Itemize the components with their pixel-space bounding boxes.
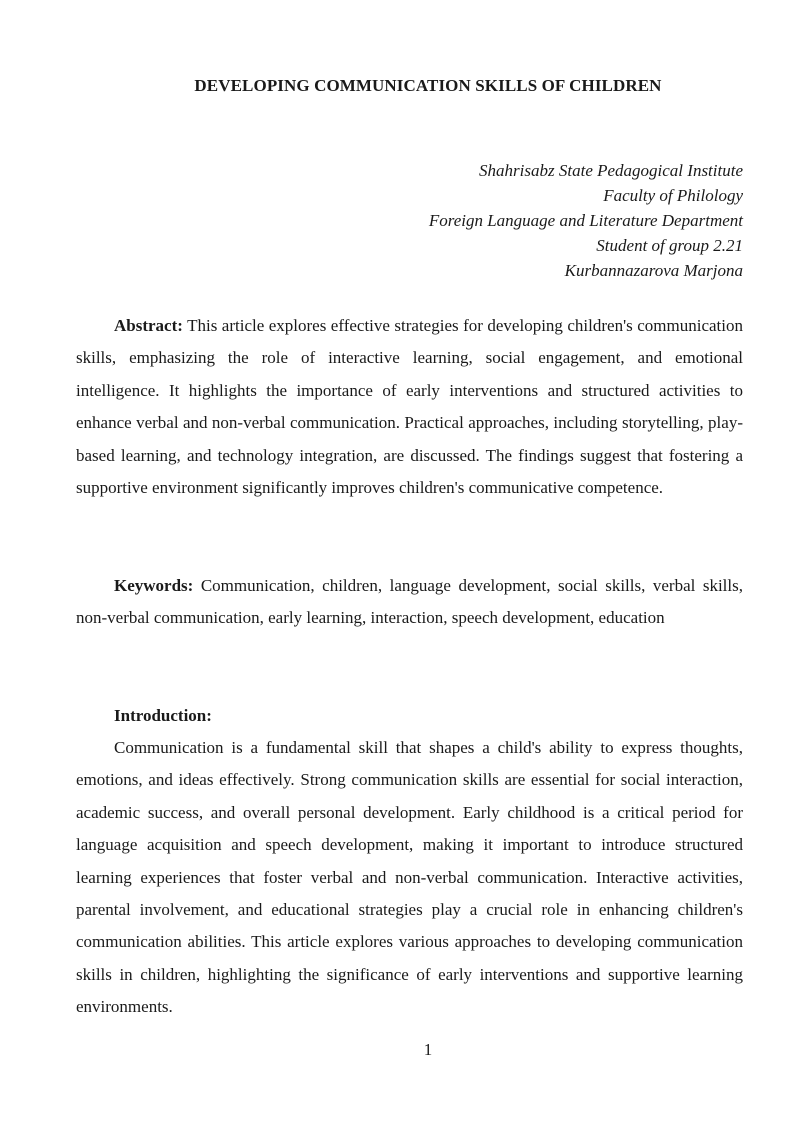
institute-name: Shahrisabz State Pedagogical Institute [479,161,743,180]
introduction-heading: Introduction: [114,706,212,725]
author-affiliation [429,158,743,283]
abstract-section [76,310,743,504]
keywords-section [76,570,743,635]
keywords-label: Keywords: [114,576,194,595]
abstract-label: Abstract: [114,316,183,335]
page-number: 1 [423,1040,433,1059]
author-name: Kurbannazarova Marjona [564,261,743,280]
paper-title: DEVELOPING COMMUNICATION SKILLS OF CHILDREN [194,76,662,95]
introduction-paragraph: Communication is a fundamental skill that shapes a child's ability to express thoughts, emotions, and ideas effectively. Strong communication skills are essential for social interaction, academic success, and overall personal development. Early childhood is a critical period for language acquisition and speech development, making it important to introduce structured learning experiences that foster verbal and non-verbal communication. Interactive activities, parental involvement, and educational strategies play a crucial role in enhancing children's communication abilities. This article explores various approaches to developing communication skills in children, highlighting the significance of early interventions and supportive learning environments. [76,738,743,1017]
student-group: Student of group 2.21 [596,236,743,255]
introduction-section [76,732,743,1024]
faculty-name: Faculty of Philology [603,186,743,205]
keywords-text: Communication, children, language development, social skills, verbal skills, non-verbal communication, early learning, interaction, speech development, education [76,576,743,628]
department-name: Foreign Language and Literature Department [428,211,743,230]
abstract-text: This article explores effective strategies for developing children's communication skills, emphasizing the role of interactive learning, social engagement, and emotional intelligence. It highlights the importance of early interventions and structured activities to enhance verbal and non-verbal communication. Practical approaches, including storytelling, play-based learning, and technology integration, are discussed. The findings suggest that fostering a supportive environment significantly improves children's communicative competence. [76,316,743,498]
